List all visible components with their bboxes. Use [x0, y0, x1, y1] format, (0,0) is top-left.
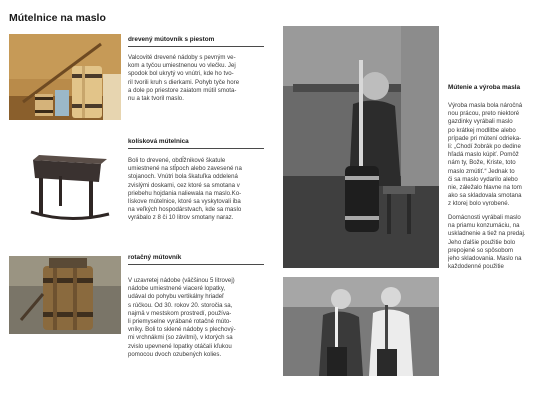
section-2-body: Boli to drevené, obdĺžnikové škatule umiestnené na stĺpoch alebo zavesené na stojanoch. Vnútri bola škatuľka oddelená zvislými doskami, cez ktoré sa smotana v priebehu hojdania naliewala na maslo.Ko- lískove mútelnice, ktoré sa vyskytovali iba na veľkých hospodárstvach, kde sa maslo vyrábalo z 8 či 10 litrov smotany naraz.	[128, 157, 242, 222]
rotary-churn-photo	[9, 256, 121, 334]
woman-churning-photo	[283, 26, 439, 268]
page-title: Mútelnice na maslo	[9, 12, 106, 24]
section-2-underline	[128, 148, 264, 149]
section-3-underline	[128, 264, 264, 265]
right-column-heading: Mútenie a výroba masla	[448, 84, 521, 91]
section-2-heading: kolísková mútelnica	[128, 138, 189, 145]
two-women-churning-photo	[283, 277, 439, 376]
right-column-paragraph-2: Domácnosti vyrábali maslo na priamu konzumáciu, na uskladnenie a tiež na predaj. Jeho ďalšie použitie bolo prepojené so spôsobom jeho skladovania. Maslo na každodenné použitie	[448, 214, 526, 271]
section-1-underline	[128, 46, 264, 47]
section-3-body: V uzavretej nádobe (väčšinou 5 litrovej) nádobe umiestnené viaceré lopatky, udával do pohybu vertikálny hriadeľ s rúčkou. Od 30. rokov 20. storočia sa, najmä v mestskom prostredí, používa- li priemyselne vyrábané rotačné múto- vníky. Boli to sklené nádoby s plechový- mi vrchnákmi (so závitmi), v ktorých sa zvislo upevnené lopatky otáčali kľukou pomocou dvoch ozubených kolies.	[128, 277, 236, 358]
section-3-heading: rotačný mútovník	[128, 254, 182, 261]
plunger-churn-photo	[9, 34, 121, 120]
cradle-churn-photo	[9, 142, 121, 234]
right-column-paragraph-1: Výroba masla bola náročná nou prácou, preto niektoré gazdinky vyrábali maslo po krátkej modlitbe alebo prípade pri mútení odrieka- li: „Chodí žobrák po dedine hľadá maslo kúpiť. Pomôž nám ty, Bože, Kriste, toto maslo zmútiť.“ Jednak to či sa maslo vydarilo alebo nie, záležalo hlavne na tom ako sa skladovala smotana z ktorej bolo vyrobené.	[448, 102, 523, 206]
section-1-body: Valcovité drevené nádoby s pevným ve- kom a tyčou umiestnenou vo vlečku. Jej spodok bol ukrytý vo vnútri, kde ho tvo- ril tvorili kruh s dierkami. Pohyb tyče hore a dole po priestore zaiatom mútil smota- nu a tak tvoril maslo.	[128, 54, 240, 103]
section-1-heading: drevený mútovník s piestom	[128, 36, 215, 43]
